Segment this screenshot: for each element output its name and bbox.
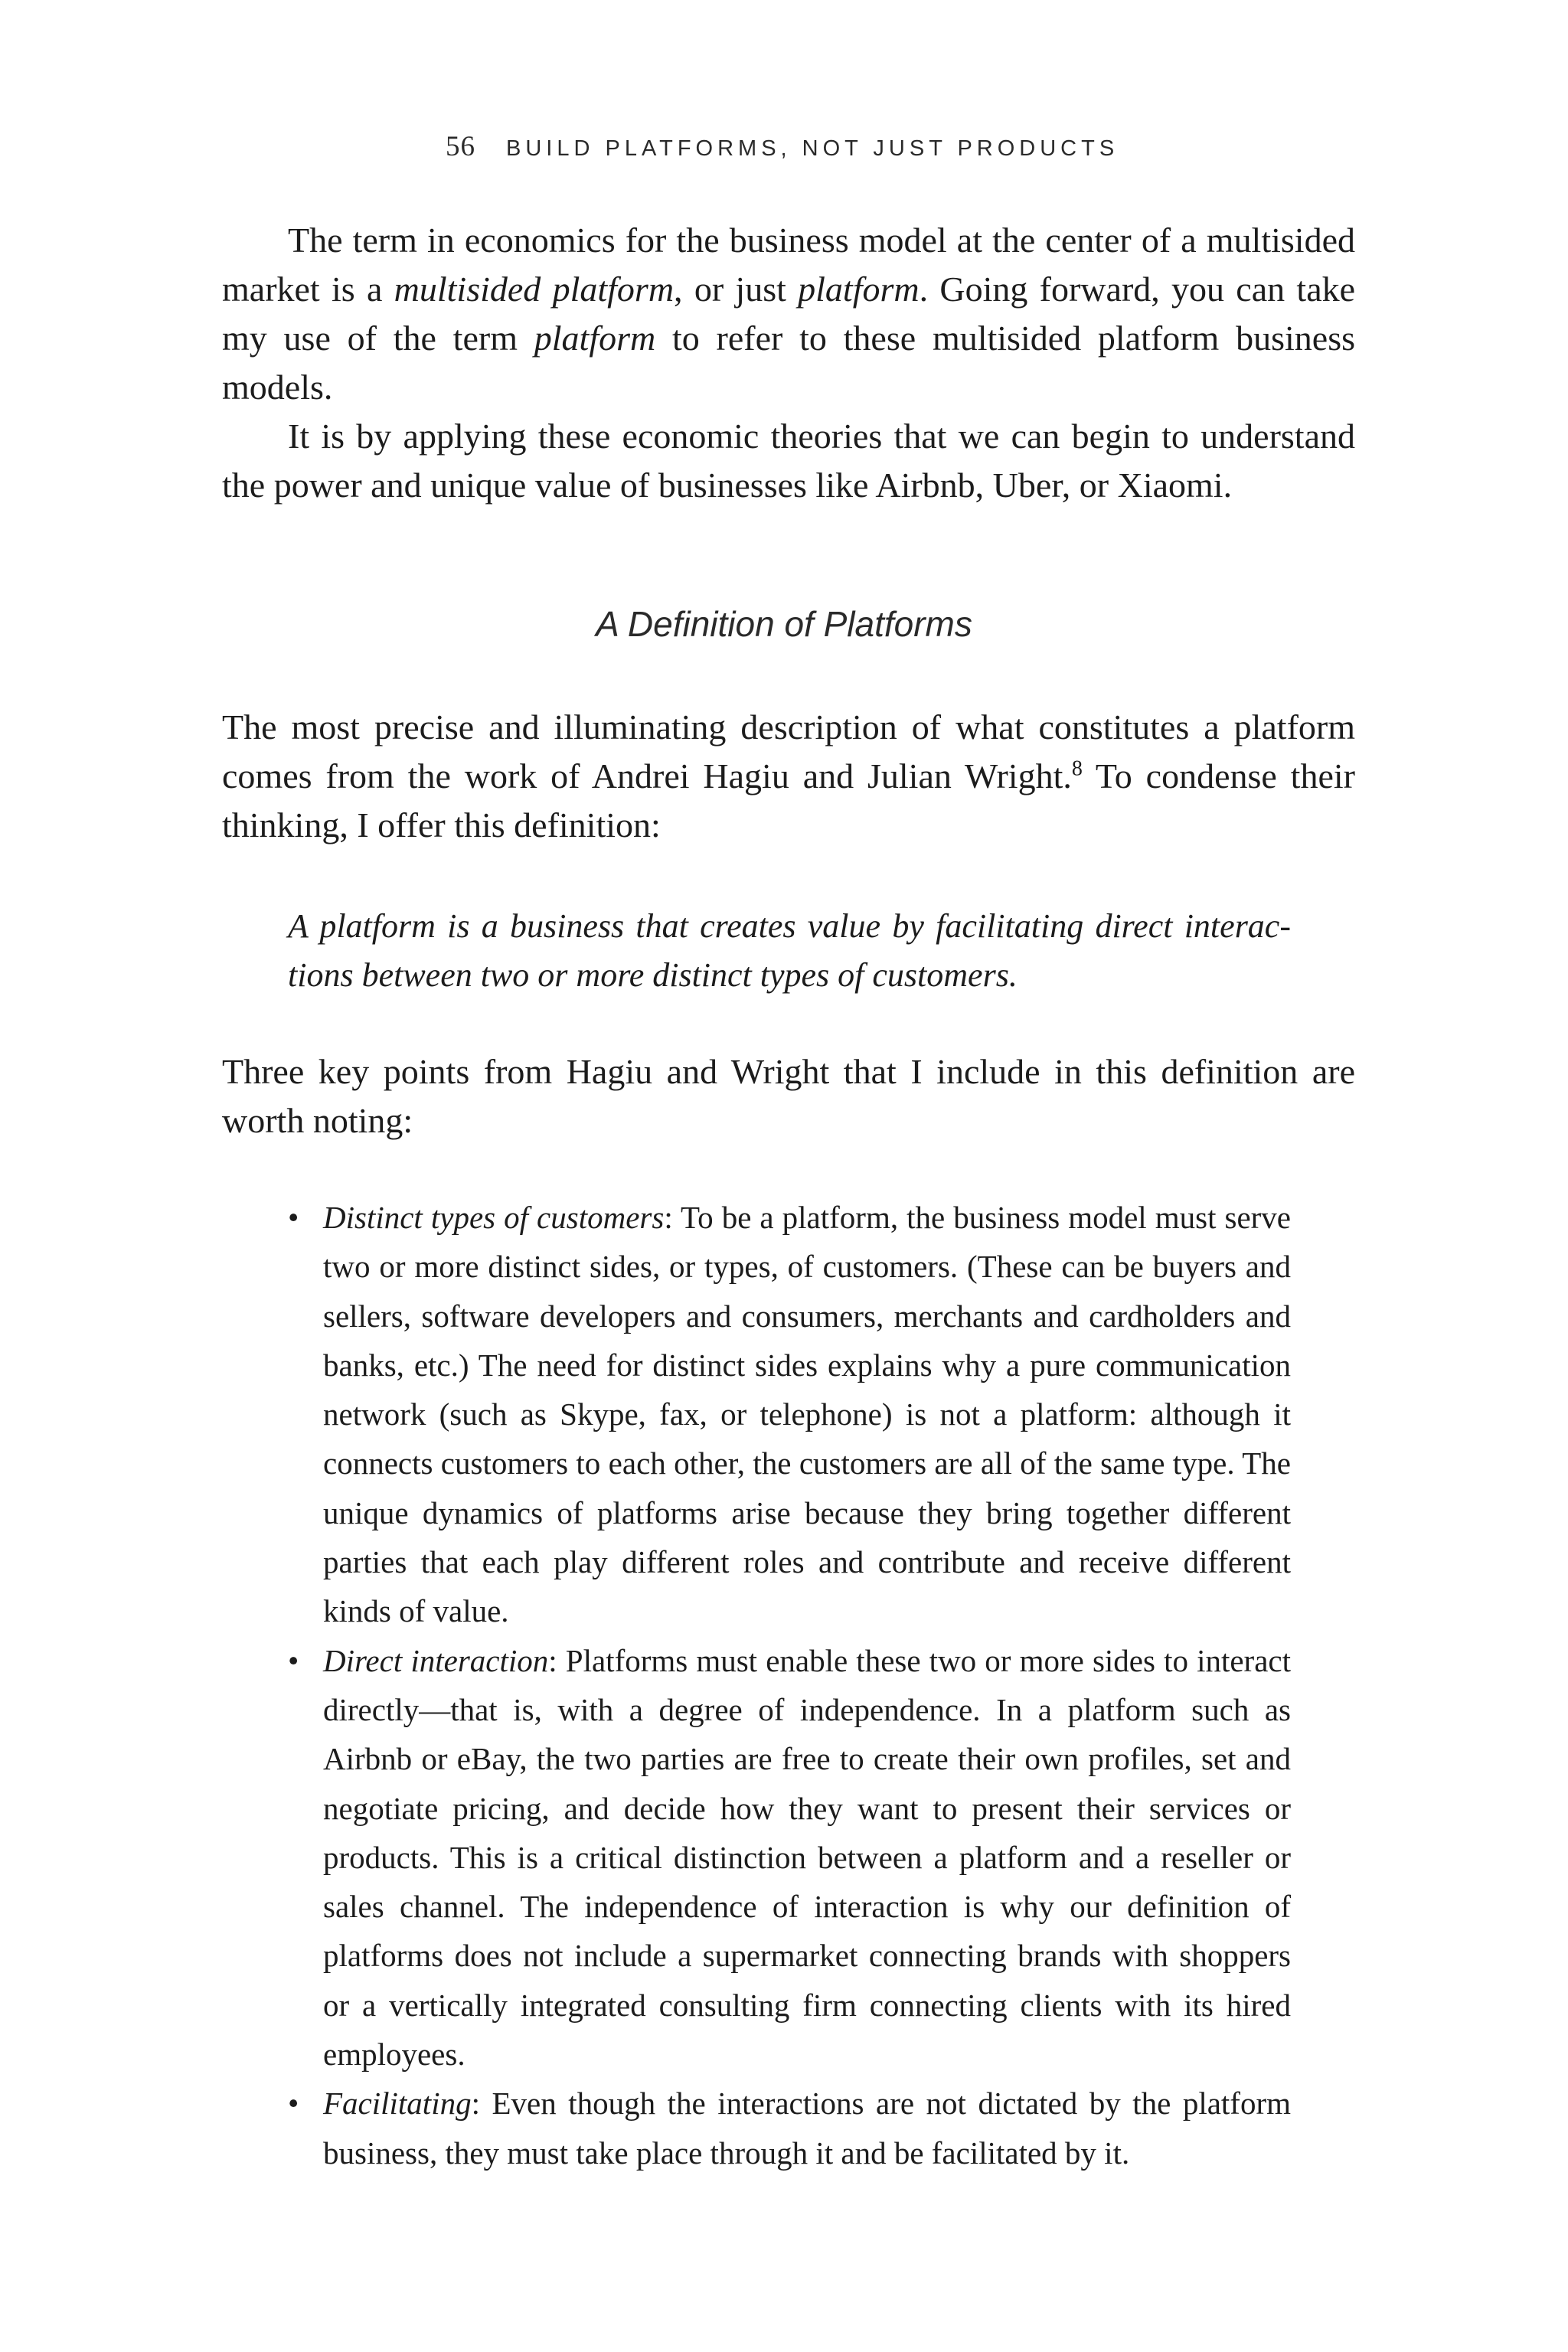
- intro-text: [222, 216, 1355, 510]
- bullet-text: : Even though the interactions are not dictated by the platform business, they must take place through it and be facilitated by it.: [323, 2086, 1291, 2171]
- intro-paragraph-1: The term in economics for the business model at the center of a multisided market is a multisided platform, or just platform. Going forward, you can take my use of the term platform to refer to these multisided platform business models.: [222, 220, 1356, 407]
- footnote-reference: 8: [1071, 756, 1083, 781]
- term-platform-2: platform: [534, 318, 656, 358]
- bullet-marker: •: [288, 1200, 299, 1235]
- section-paragraph-1: The most precise and illuminating description of what constitutes a platform comes from the work of Andrei Hagiu and Julian Wright.$^8$ To condense their thinking, I offer this definition:: [222, 707, 1355, 844]
- term-multisided-platform: multisided platform: [394, 270, 675, 309]
- key-points-list: [288, 1193, 1291, 2177]
- running-header: [446, 130, 1119, 163]
- definition-block-quote: A platform is a business that creates value by facilitating direct interactions between two or more distinct types of customers.: [288, 907, 1291, 994]
- running-title: BUILD PLATFORMS, NOT JUST PRODUCTS: [506, 136, 1119, 161]
- list-item: [288, 1636, 1291, 2079]
- section-intro: [222, 703, 1355, 850]
- section-lead-in: [222, 1047, 1355, 1145]
- list-item: [288, 1193, 1291, 1636]
- list-item: [288, 2079, 1291, 2177]
- bullet-marker: •: [288, 1642, 299, 1678]
- intro-paragraph-2: It is by applying these economic theories that we can begin to understand the power and unique value of businesses like Airbnb, Uber, or Xiaomi.: [222, 416, 1355, 505]
- bullet-marker: •: [288, 2086, 299, 2122]
- page-number: 56: [446, 131, 475, 162]
- term-platform: platform: [798, 270, 920, 309]
- bullet-text: : Platforms must enable these two or more sides to interact directly—that is, with a degree of independence. In a platform such as Airbnb or eBay, the two parties are free to create their own profiles, set and negotiate pricing, and decide how they want to present their services or products. This is a critical distinction between a platform and a reseller or sales channel. The independence of interaction is why our definition of platforms does not include a supermarket connecting brands with shoppers or a vertically integrated consulting firm connecting clients with its hired employees.: [323, 1642, 1291, 2073]
- bullet-term: Distinct types of customers: [323, 1200, 665, 1235]
- bullet-term: Facilitating: [323, 2086, 472, 2122]
- bullet-term: Direct interaction: [323, 1642, 549, 1678]
- section-paragraph-2: Three key points from Hagiu and Wright that I include in this definition are worth noting:: [222, 1052, 1355, 1140]
- section-heading: A Definition of Platforms: [596, 604, 972, 644]
- bullet-text: : To be a platform, the business model must serve two or more distinct sides, or types, of customers. (These can be buyers and sellers, software developers and consumers, merchants and cardholders and banks, etc.) The need for distinct sides explains why a pure communication network (such as Skype, fax, or telephone) is not a platform: although it connects customers to each other, the customers are all of the same type. The unique dynamics of platforms arise because they bring together different parties that each play different roles and contribute and receive different kinds of value.: [323, 1200, 1291, 1629]
